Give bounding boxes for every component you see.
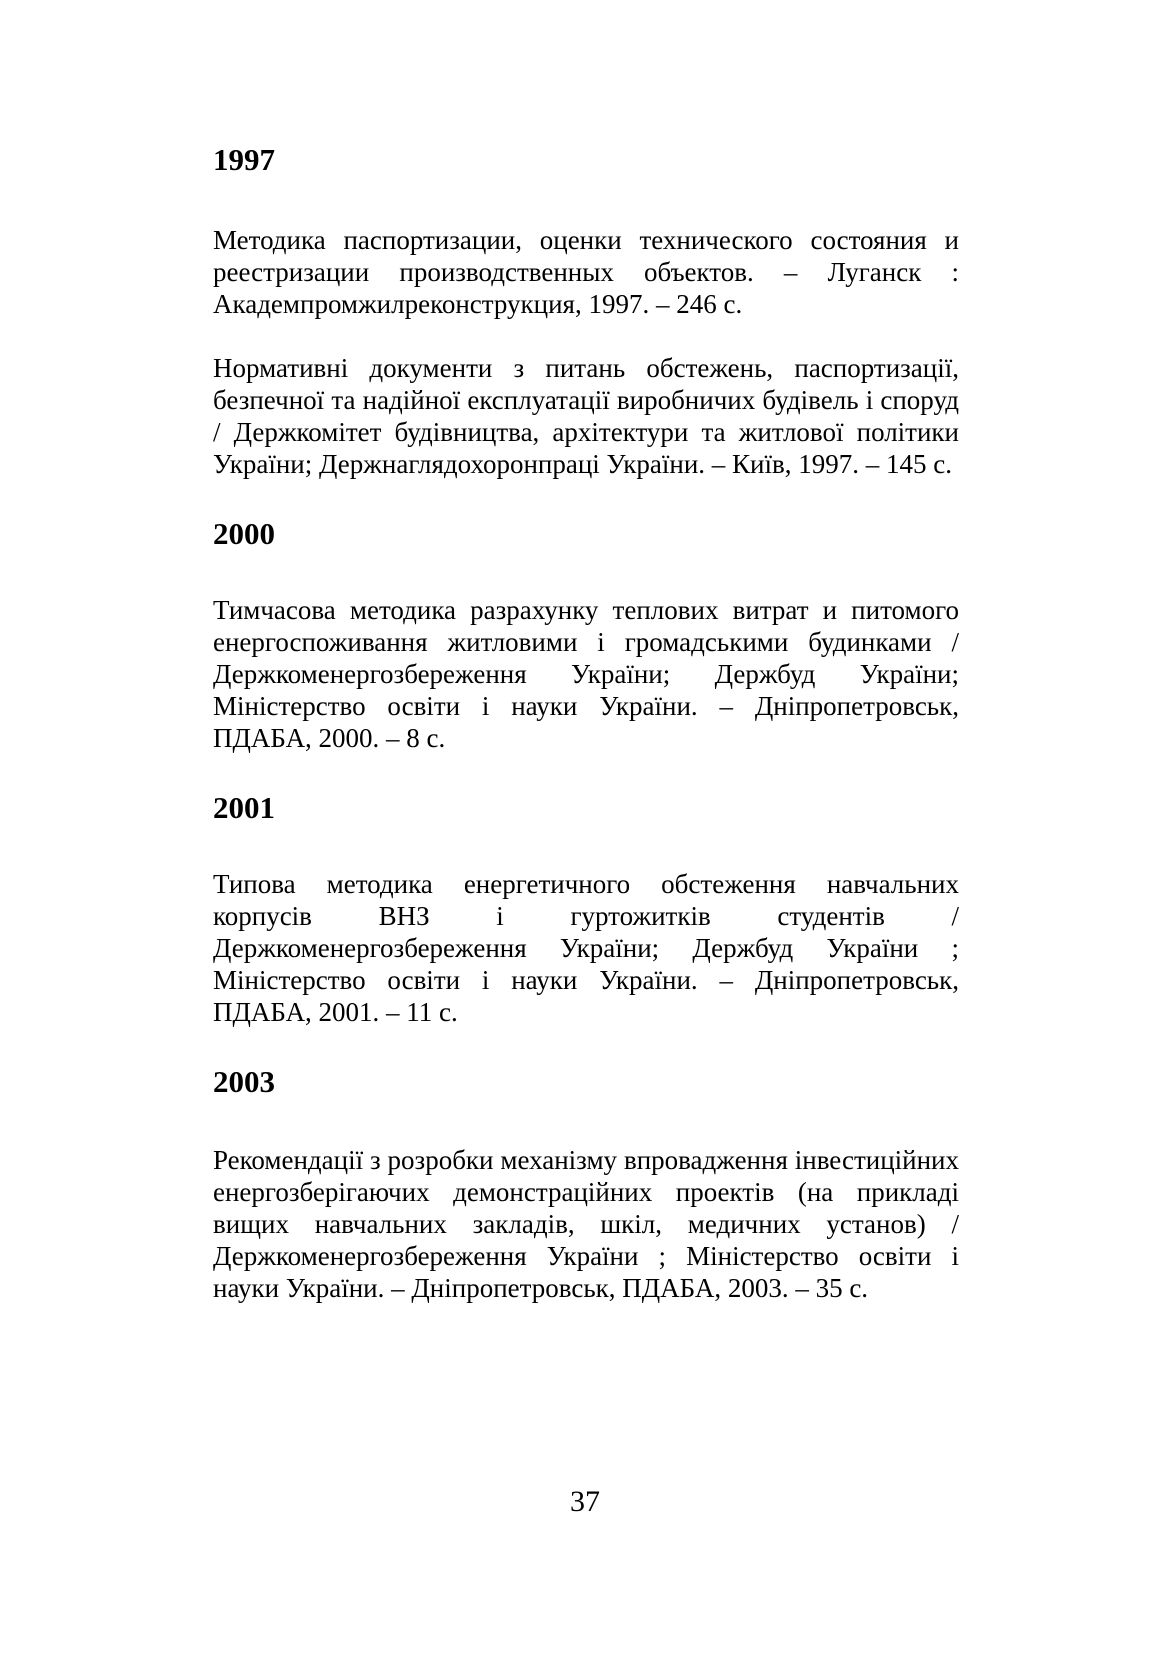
- section-year-heading: 2000: [213, 516, 275, 551]
- section-year-heading: 1997: [213, 142, 275, 177]
- section-year-heading: 2003: [213, 1064, 275, 1099]
- bibliography-entry: Методика паспортизации, оценки технического состояния и реестризации производственных объектов. – Луганск : Академпромжилреконструкция, 1997. – 246 с.: [213, 225, 959, 319]
- bibliography-entry: Нормативні документи з питань обстежень, паспортизації, безпечної та надійної експлуатації виробничих будівель і споруд / Держкомітет будівництва, архітектури та житлової політики України; Держнаглядохоронпраці України. – Київ, 1997. – 145 с.: [213, 353, 959, 479]
- bibliography-entry: Рекомендації з розробки механізму впровадження інвестиційних енергозберігаючих демонстраційних проектів (на прикладі вищих навчальних закладів, шкіл, медичних установ) / Держкоменергозбереження України ; Міністерство освіти і науки України. – Дніпропетровськ, ПДАБА, 2003. – 35 с.: [213, 1145, 959, 1303]
- bibliography-entry: Типова методика енергетичного обстеження навчальних корпусів ВНЗ і гуртожитків студентів / Держкоменергозбереження України; Держбуд України ; Міністерство освіти і науки України. – Дніпропетровськ, ПДАБА, 2001. – 11 с.: [213, 869, 959, 1027]
- page-number: 37: [570, 1485, 600, 1518]
- document-body: [213, 130, 959, 1304]
- section-year-heading: 2001: [213, 790, 275, 825]
- bibliography-entry: Тимчасова методика разрахунку теплових витрат и питомого енергоспоживання житловими і громадськими будинками / Держкоменергозбереження України; Держбуд України; Міністерство освіти і науки України. – Дніпропетровськ, ПДАБА, 2000. – 8 с.: [213, 595, 959, 753]
